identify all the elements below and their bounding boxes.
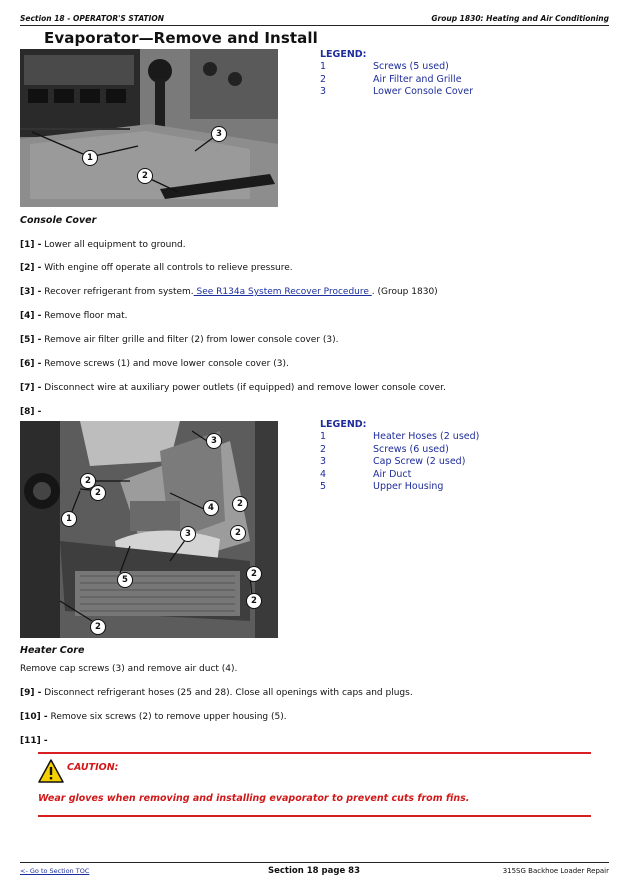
callout-2: 2 — [246, 593, 262, 609]
step-5: [5] - Remove air filter grille and filter (2) from lower console cover (3). — [20, 335, 339, 345]
legend-item: 1 Screws (5 used) — [320, 61, 449, 73]
step-2: [2] - With engine off operate all controls to relieve pressure. — [20, 263, 293, 273]
go-to-section-toc-link[interactable]: <- Go to Section TOC — [20, 867, 90, 875]
callout-3: 3 — [180, 526, 196, 542]
caution-text: Wear gloves when removing and installing evaporator to prevent cuts from fins. — [38, 793, 470, 804]
legend-item: 3 Lower Console Cover — [320, 86, 474, 98]
step-8: [8] - — [20, 407, 42, 417]
page-title: Evaporator—Remove and Install — [44, 29, 318, 47]
legend-item: 2 Screws (6 used) — [320, 443, 449, 455]
legend-item: 3 Cap Screw (2 used) — [320, 456, 466, 468]
page-number: Section 18 page 83 — [268, 866, 360, 876]
callout-2: 2 — [230, 525, 246, 541]
caution-bottom-rule — [38, 815, 591, 817]
callout-5: 5 — [117, 572, 133, 588]
callout-2: 2 — [232, 496, 248, 512]
callout-1: 1 — [82, 150, 98, 166]
caution-label: CAUTION: — [67, 762, 119, 773]
manual-title: 315SG Backhoe Loader Repair — [502, 867, 609, 875]
legend-item: 4 Air Duct — [320, 468, 412, 480]
legend-2 — [320, 419, 520, 493]
callout-2: 2 — [90, 485, 106, 501]
callout-2: 2 — [80, 473, 96, 489]
callout-4: 4 — [203, 500, 219, 516]
step-10: [10] - Remove six screws (2) to remove upper housing (5). — [20, 712, 287, 722]
legend-heading: LEGEND: — [320, 49, 367, 60]
callout-1: 1 — [61, 511, 77, 527]
footer-rule — [20, 862, 609, 863]
callout-3: 3 — [211, 126, 227, 142]
warning-triangle-icon — [38, 759, 64, 783]
step-4: [4] - Remove floor mat. — [20, 311, 128, 321]
section-heading-heater-core: Heater Core — [20, 645, 85, 656]
section-heading-console-cover: Console Cover — [20, 215, 97, 226]
recover-procedure-link[interactable]: See R134a System Recover Procedure — [193, 287, 372, 297]
caution-top-rule — [38, 752, 591, 754]
legend-item: 5 Upper Housing — [320, 480, 444, 492]
step-3: [3] - Recover refrigerant from system. See R134a System Recover Procedure . (Group 1830) — [20, 287, 438, 297]
header-group: Group 1830: Heating and Air Conditioning — [431, 14, 609, 23]
console-cover-photo — [20, 49, 278, 207]
legend-item: 2 Air Filter and Grille — [320, 73, 462, 85]
step-9: [9] - Disconnect refrigerant hoses (25 and 28). Close all openings with caps and plugs. — [20, 688, 413, 698]
callout-2: 2 — [246, 566, 262, 582]
header-rule — [20, 25, 609, 26]
heater-core-photo — [20, 421, 278, 638]
legend-item: 1 Heater Hoses (2 used) — [320, 431, 480, 443]
header-section: Section 18 - OPERATOR'S STATION — [20, 14, 164, 23]
step-7: [7] - Disconnect wire at auxiliary power outlets (if equipped) and remove lower console cover. — [20, 383, 446, 393]
legend-heading: LEGEND: — [320, 419, 367, 430]
step-1: [1] - Lower all equipment to ground. — [20, 240, 186, 250]
step-6: [6] - Remove screws (1) and move lower console cover (3). — [20, 359, 289, 369]
heater-core-text: Remove cap screws (3) and remove air duct (4). — [20, 664, 238, 674]
callout-2: 2 — [90, 619, 106, 635]
legend-1 — [320, 49, 520, 99]
step-11: [11] - — [20, 736, 48, 746]
callout-3: 3 — [206, 433, 222, 449]
callout-2: 2 — [137, 168, 153, 184]
